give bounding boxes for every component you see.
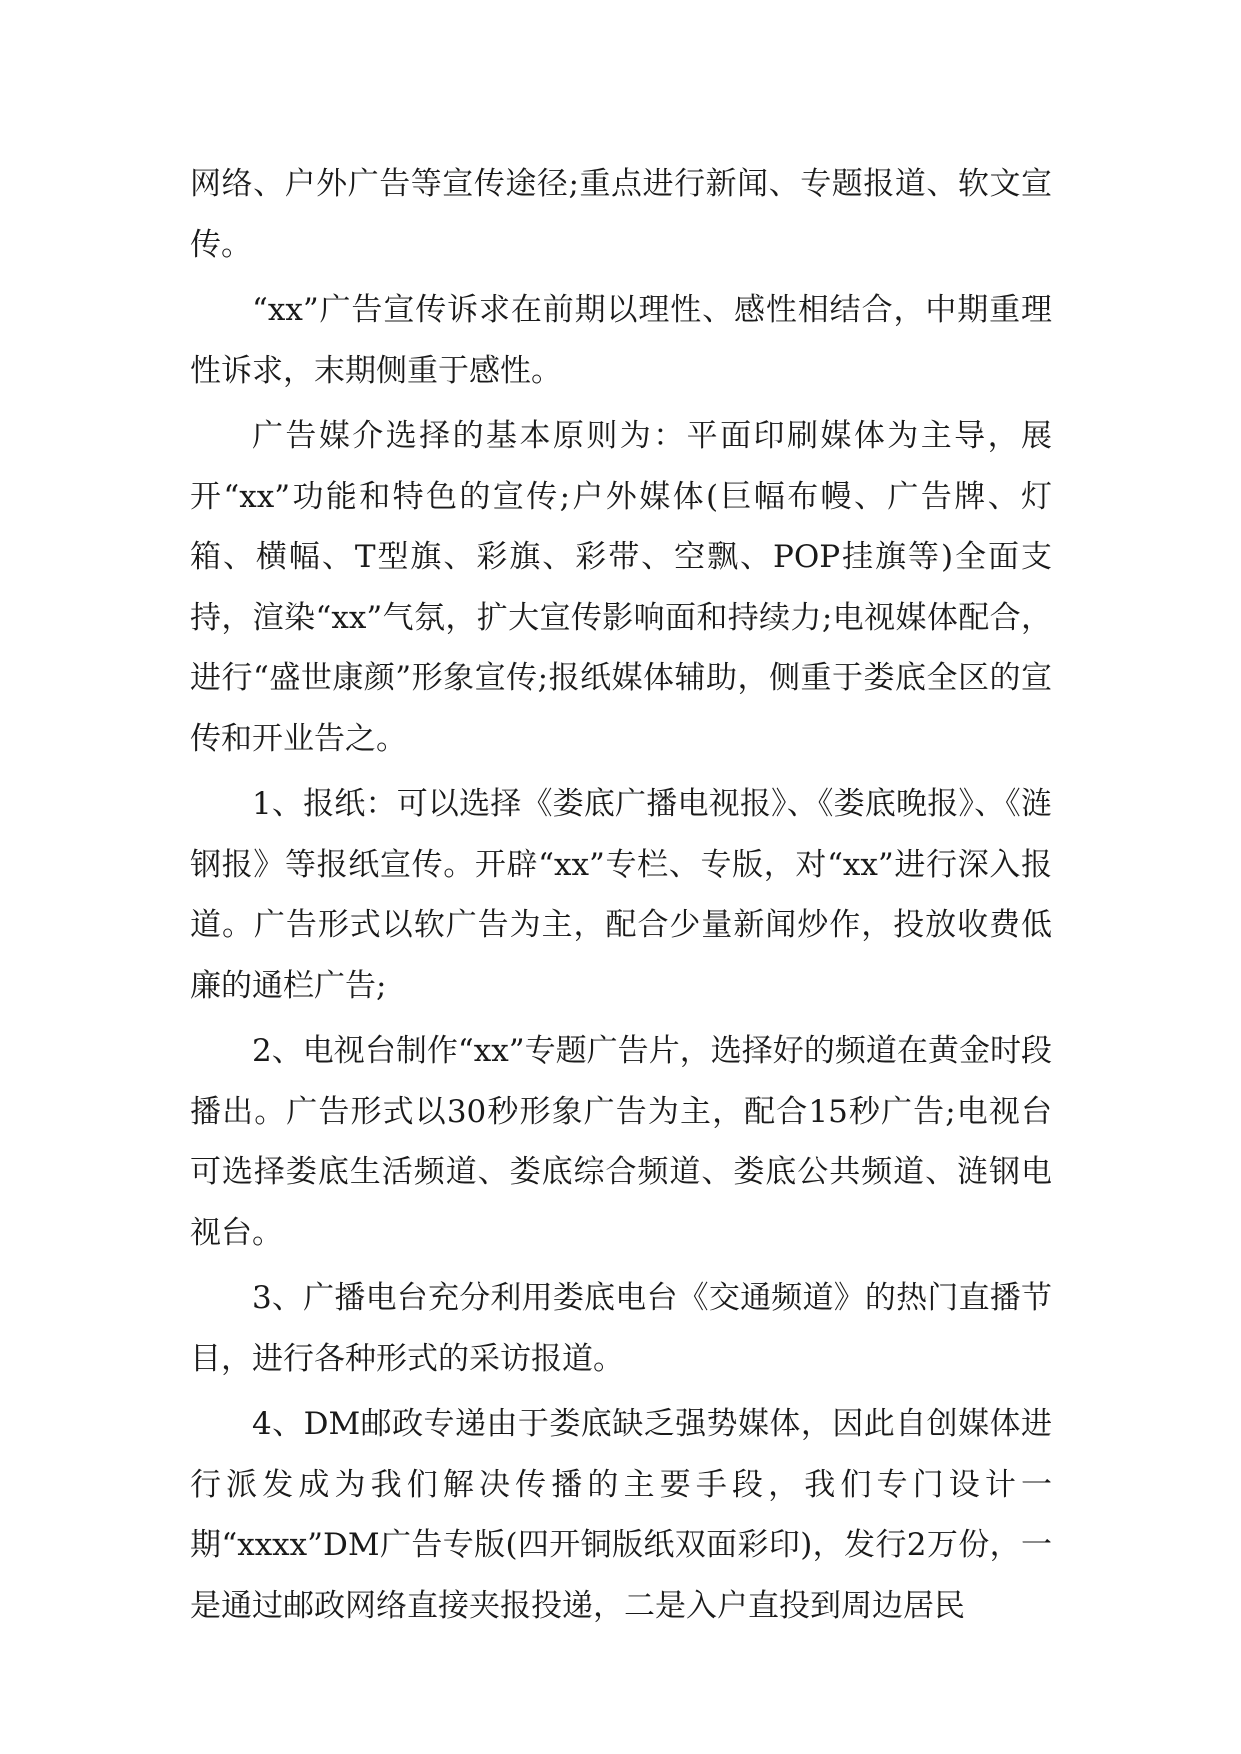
paragraph-4: 1、报纸：可以选择《娄底广播电视报》、《娄底晚报》、《涟钢报》等报纸宣传。开辟“xx”专栏、专版，对“xx”进行深入报道。广告形式以软广告为主，配合少量新闻炒作，投放收费低廉的通栏广告; <box>190 786 1052 1004</box>
paragraph-7: 4、DM邮政专递由于娄底缺乏强势媒体，因此自创媒体进行派发成为我们解决传播的主要手段，我们专门设计一期“xxxx”DM广告专版(四开铜版纸双面彩印)，发行2万份，一是通过邮政网络直接夹报投递，二是入户直投到周边居民 <box>190 1406 1052 1624</box>
paragraph-5: 2、电视台制作“xx”专题广告片，选择好的频道在黄金时段播出。广告形式以30秒形象广告为主，配合15秒广告;电视台可选择娄底生活频道、娄底综合频道、娄底公共频道、涟钢电视台。 <box>190 1033 1052 1251</box>
paragraph-1: 网络、户外广告等宣传途径;重点进行新闻、专题报道、软文宣传。 <box>190 166 1052 263</box>
document-body <box>190 154 1052 1641</box>
paragraph-6: 3、广播电台充分利用娄底电台《交通频道》的热门直播节目，进行各种形式的采访报道。 <box>190 1280 1052 1377</box>
paragraph-3: 广告媒介选择的基本原则为：平面印刷媒体为主导，展开“xx”功能和特色的宣传;户外媒体(巨幅布幔、广告牌、灯箱、横幅、T型旗、彩旗、彩带、空飘、POP挂旗等)全面支持，渲染“xx”气氛，扩大宣传影响面和持续力;电视媒体配合，进行“盛世康颜”形象宣传;报纸媒体辅助，侧重于娄底全区的宣传和开业告之。 <box>190 418 1052 757</box>
paragraph-2: “xx”广告宣传诉求在前期以理性、感性相结合，中期重理性诉求，末期侧重于感性。 <box>190 292 1052 389</box>
